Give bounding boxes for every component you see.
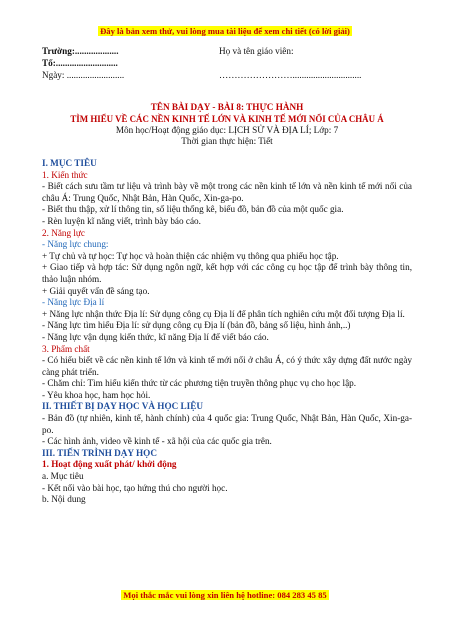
geo-item-3: - Năng lực vận dụng kiến thức, kĩ năng Địa lí để viết báo cáo. bbox=[42, 331, 269, 342]
objective-label: a. Mục tiêu bbox=[42, 471, 84, 482]
lesson-subject: Môn học/Hoạt động giáo dục: LỊCH SỬ VÀ ĐỊA LÍ; Lớp: 7 bbox=[115, 124, 339, 135]
lesson-title: TÊN BÀI DẠY - BÀI 8: THỰC HÀNH bbox=[150, 102, 304, 112]
competence-item-1: + Tự chủ và tự học: Tự học và hoàn thiện các nhiệm vụ thông qua phiếu học tập. bbox=[42, 250, 339, 261]
competence-item-2: + Giao tiếp và hợp tác: Sử dụng ngôn ngữ, kết hợp với các công cụ học tập để trình bày thông tin, thảo luận nhóm. bbox=[42, 262, 412, 284]
section-equipment: II. THIẾT BỊ DẠY HỌC VÀ HỌC LIỆU bbox=[42, 401, 203, 412]
date-field: Ngày: ......................... bbox=[42, 70, 125, 80]
geography-competence-label: - Năng lực Địa lí bbox=[42, 297, 105, 308]
header-row-2 bbox=[42, 58, 412, 70]
activity-start-heading: 1. Hoạt động xuất phát/ khởi động bbox=[42, 459, 177, 470]
school-field: Trường:................... bbox=[42, 46, 119, 56]
quality-item-3: - Yêu khoa học, ham học hỏi. bbox=[42, 389, 151, 400]
header-row-1 bbox=[42, 46, 412, 58]
content-label: b. Nội dung bbox=[42, 494, 86, 505]
teacher-name-dots: …………………….............................. bbox=[219, 70, 362, 80]
knowledge-item-1: - Biết cách sưu tầm tư liệu và trình bày về một trong các nền kinh tế lớn và nền kinh tế mới nổi của châu Á: Trung Quốc, Nhật Bản, Hàn Quốc, Xin-ga-po. bbox=[42, 181, 412, 203]
competence-item-3: + Giải quyết vấn đề sáng tạo. bbox=[42, 285, 150, 296]
quality-item-2: - Chăm chỉ: Tìm hiểu kiến thức từ các phương tiện truyền thông phục vụ cho học lập. bbox=[42, 378, 357, 389]
lesson-time: Thời gian thực hiện: Tiết bbox=[181, 136, 273, 147]
document-page bbox=[42, 46, 412, 506]
lesson-subtitle: TÌM HIỂU VỀ CÁC NỀN KINH TẾ LỚN VÀ KINH TẾ MỚI NỔI CỦA CHÂU Á bbox=[70, 113, 384, 124]
quality-item-1: - Có hiểu biết về các nền kinh tế lớn và kinh tế mới nổi ở châu Á, có ý thức xây dựng đất nước ngày càng phát triển. bbox=[42, 355, 412, 377]
geo-item-2: - Năng lực tìm hiểu Địa lí: sử dụng công cụ Địa lí (bản đồ, bảng số liệu, hình ảnh,..) bbox=[42, 320, 351, 331]
general-competence-label: - Năng lực chung: bbox=[42, 239, 109, 250]
equipment-item-1: - Bản đồ (tự nhiên, kinh tế, hành chính) của 4 quốc gia: Trung Quốc, Nhật Bản, Hàn Quốc, Xin-ga-po. bbox=[42, 413, 412, 435]
equipment-item-2: - Các hình ảnh, video về kinh tế - xã hội của các quốc gia trên. bbox=[42, 436, 272, 447]
subsection-knowledge: 1. Kiến thức bbox=[42, 169, 88, 180]
bottom-banner: Mọi thắc mắc vui lòng xin liên hệ hotline: 084 283 45 85 bbox=[123, 590, 327, 600]
teacher-field: Họ và tên giáo viên: bbox=[219, 46, 294, 56]
objective-item: - Kết nối vào bài học, tạo hứng thú cho người học. bbox=[42, 482, 228, 493]
section-process: III. TIẾN TRÌNH DẠY HỌC bbox=[42, 447, 157, 458]
section-objectives: I. MỤC TIÊU bbox=[42, 158, 97, 168]
subsection-qualities: 3. Phẩm chất bbox=[42, 343, 90, 354]
top-banner: Đây là bản xem thử, vui lòng mua tài liệu để xem chi tiết (có lời giải) bbox=[100, 26, 350, 36]
geo-item-1: + Năng lực nhận thức Địa lí: Sử dụng công cụ Địa lí để phân tích nghiên cứu một đối tượng Địa lí. bbox=[42, 308, 405, 319]
knowledge-item-3: - Rèn luyện kĩ năng viết, trình bày báo cáo. bbox=[42, 215, 201, 226]
group-field: Tổ:........................... bbox=[42, 58, 118, 68]
subsection-competence: 2. Năng lực bbox=[42, 227, 85, 238]
knowledge-item-2: - Biết thu thập, xử lí thông tin, số liệu thống kê, biểu đồ, bản đồ của một quốc gia. bbox=[42, 204, 344, 215]
header-row-3 bbox=[42, 70, 412, 82]
